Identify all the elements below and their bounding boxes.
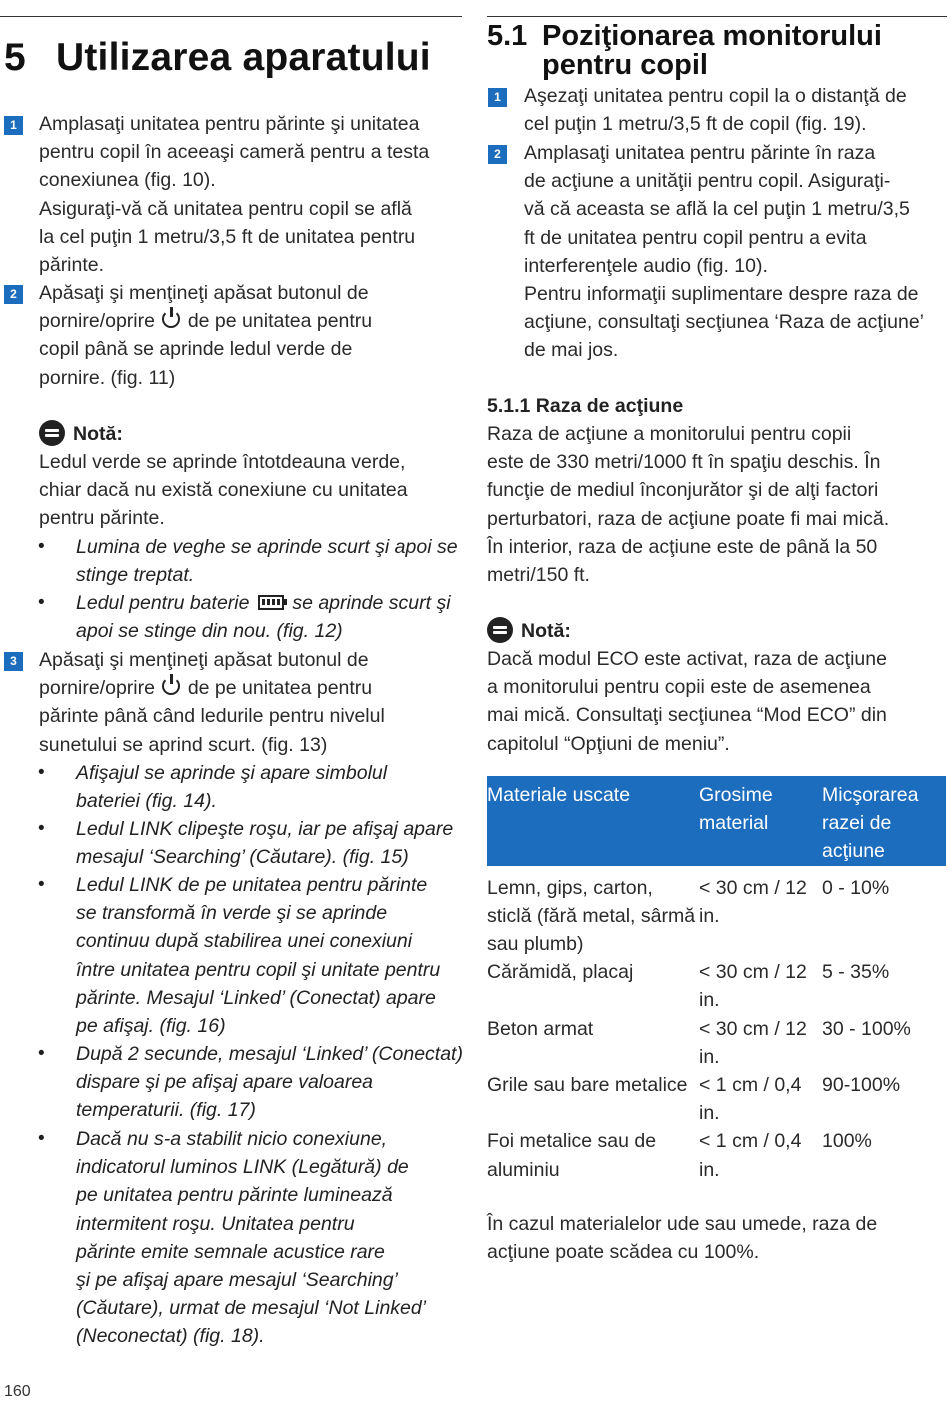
text-line: intermitent roşu. Unitatea pentru: [76, 1212, 355, 1235]
bullet5-text: [76, 871, 466, 1040]
table-header-cell: Materiale uscate: [487, 776, 699, 866]
text-line: După 2 secunde, mesajul ‘Linked’ (Conectat): [76, 1043, 463, 1065]
table-cell: Cărămidă, placaj: [487, 961, 634, 984]
step-badge-1: 1: [488, 88, 507, 107]
text-line: părinte până când ledurile pentru nivelul: [39, 705, 385, 728]
table-row: [487, 1071, 946, 1127]
step-badge-2: 2: [4, 285, 23, 304]
bullet4-text: [76, 815, 466, 871]
note-label: Notă:: [73, 423, 123, 445]
table-cell: 90-100%: [822, 1074, 901, 1097]
table-cell: 100%: [822, 1130, 872, 1153]
table-row: [487, 958, 946, 1014]
note-heading: [487, 617, 571, 645]
text-line: interferenţele audio (fig. 10).: [524, 254, 768, 277]
text-line: mai mică. Consultaţi secţiunea “Mod ECO” din: [487, 704, 887, 727]
text-line: apoi se stinge din nou. (fig. 12): [76, 620, 343, 643]
text-line: [39, 674, 464, 702]
section-title-line1: Poziţionarea monitorului: [542, 20, 882, 52]
top-rule: [487, 16, 947, 17]
table-header-cell: Grosime material: [699, 776, 822, 866]
table-cell: 30 - 100%: [822, 1017, 911, 1040]
text-span: Ledul pentru baterie: [76, 592, 250, 614]
text-line: temperaturii. (fig. 17): [76, 1099, 256, 1122]
text-line: ft de unitatea pentru copil pentru a evita: [524, 226, 867, 249]
text-line: Raza de acţiune a monitorului pentru copii: [487, 423, 852, 445]
text-line: În cazul materialelor ude sau umede, raza de: [487, 1213, 878, 1235]
text-line: continuu după stabilirea unei conexiuni: [76, 930, 413, 953]
table-cell: < 30 cm / 12 in.: [699, 1017, 807, 1068]
note2-text: [487, 645, 947, 758]
note-heading: [39, 420, 123, 448]
text-span: de pe unitatea pentru: [187, 677, 373, 700]
text-span: de pe unitatea pentru: [187, 310, 373, 333]
step-badge-3: 3: [4, 652, 23, 671]
text-line: şi pe afişaj apare mesajul ‘Searching’: [76, 1269, 398, 1292]
note1-text: [39, 448, 464, 533]
note-icon: [39, 420, 65, 446]
step1-text: [39, 110, 464, 279]
text-line: perturbatori, raza de acţiune poate fi mai mică.: [487, 507, 890, 530]
bullet-marker: •: [38, 1128, 45, 1149]
step3-text: [39, 646, 464, 759]
chapter-title-text: Utilizarea aparatului: [56, 36, 431, 79]
text-line: cel puţin 1 metru/3,5 ft de copil (fig. 19).: [524, 113, 867, 136]
materials-table: [487, 776, 946, 1184]
text-line: indicatorul luminos LINK (Legătură) de: [76, 1156, 409, 1179]
text-line: conexiunea (fig. 10).: [39, 169, 216, 192]
text-line: acţiune poate scădea cu 100%.: [487, 1241, 760, 1264]
text-line: În interior, raza de acţiune este de până la 50: [487, 535, 878, 558]
text-line: Amplasaţi unitatea pentru părinte şi unitatea: [39, 113, 420, 135]
bullet-marker: •: [38, 536, 45, 557]
bullet2-text: [76, 589, 466, 645]
table-row: [487, 1015, 946, 1071]
text-line: pe afişaj. (fig. 16): [76, 1015, 226, 1038]
text-line: pornire. (fig. 11): [39, 366, 176, 389]
text-line: Afişajul se aprinde şi apare simbolul: [76, 762, 388, 784]
text-line: chiar dacă nu există conexiune cu unitatea: [39, 479, 408, 502]
text-line: sunetului se aprind scurt. (fig. 13): [39, 733, 328, 756]
text-line: (Neconectat) (fig. 18).: [76, 1325, 265, 1348]
text-span: pornire/oprire: [39, 677, 155, 700]
bullet-marker: •: [38, 1043, 45, 1064]
table-cell: < 30 cm / 12 in.: [699, 876, 807, 927]
text-line: Amplasaţi unitatea pentru părinte în raza: [524, 142, 876, 164]
table-cell: Grile sau bare metalice: [487, 1074, 688, 1097]
text-line: pe unitatea pentru părinte luminează: [76, 1184, 393, 1207]
text-line: pentru părinte.: [39, 507, 165, 530]
text-line: vă că aceasta se află la cel puţin 1 metru/3,5: [524, 198, 910, 221]
text-line: este de 330 metri/1000 ft în spaţiu deschis. În: [487, 451, 881, 474]
position-step1-text: [524, 82, 949, 138]
top-rule: [0, 16, 462, 17]
bullet-marker: •: [38, 592, 45, 613]
bullet-marker: •: [38, 818, 45, 839]
section-number: 5.1: [487, 20, 528, 52]
text-line: Apăsaţi şi menţineţi apăsat butonul de: [39, 649, 369, 671]
text-line: părinte emite semnale acustice rare: [76, 1240, 385, 1263]
table-cell: < 30 cm / 12 in.: [699, 961, 807, 1012]
text-span: se aprinde scurt şi: [292, 592, 451, 614]
text-line: părinte. Mesajul ‘Linked’ (Conectat) apare: [76, 986, 436, 1009]
table-cell: 0 - 10%: [822, 876, 890, 899]
text-line: Aşezaţi unitatea pentru copil la o distanţă de: [524, 85, 907, 107]
position-step2-text: [524, 139, 949, 365]
power-icon: [162, 677, 180, 695]
text-line: a monitorului pentru copii este de asemenea: [487, 676, 871, 699]
text-line: capitolul “Opţiuni de meniu”.: [487, 732, 730, 755]
text-line: copil până se aprinde ledul verde de: [39, 338, 353, 361]
text-line: între unitatea pentru copil şi unitate pentru: [76, 958, 441, 981]
table-cell: < 1 cm / 0,4 in.: [699, 1130, 802, 1181]
table-cell: Beton armat: [487, 1017, 594, 1040]
text-line: Pentru informaţii suplimentare despre raza de: [524, 283, 919, 306]
text-line: Lumina de veghe se aprinde scurt şi apoi se: [76, 536, 458, 558]
text-line: Apăsaţi şi menţineţi apăsat butonul de: [39, 282, 369, 304]
bullet-marker: •: [38, 874, 45, 895]
text-line: Ledul LINK clipeşte roşu, iar pe afişaj apare: [76, 818, 454, 840]
text-line: pentru copil în aceeaşi cameră pentru a testa: [39, 141, 430, 164]
text-line: Dacă modul ECO este activat, raza de acţiune: [487, 648, 887, 670]
bullet1-text: [76, 533, 466, 589]
text-line: se transformă în verde şi se aprinde: [76, 902, 388, 925]
text-line: metri/150 ft.: [487, 564, 590, 587]
table-cell: Foi metalice sau de aluminiu: [487, 1130, 657, 1181]
table-header-row: [487, 776, 946, 866]
text-line: [39, 307, 464, 335]
text-line: Asiguraţi-vă că unitatea pentru copil se află: [39, 197, 412, 220]
text-line: [76, 589, 466, 617]
note-label: Notă:: [521, 620, 571, 642]
subsection-title: 5.1.1 Raza de acţiune: [487, 395, 684, 417]
chapter-title: [4, 36, 431, 80]
step-badge-1: 1: [4, 116, 23, 135]
table-cell: < 1 cm / 0,4 in.: [699, 1074, 802, 1125]
chapter-number: 5: [4, 36, 26, 79]
text-line: Ledul verde se aprinde întotdeauna verde,: [39, 451, 406, 473]
step-badge-2: 2: [488, 145, 507, 164]
text-line: Ledul LINK de pe unitatea pentru părinte: [76, 874, 428, 896]
table-header-cell: Micşorarea razei de acţiune: [822, 776, 946, 866]
step2-text: [39, 279, 464, 392]
text-line: de mai jos.: [524, 339, 619, 362]
footer-text: [487, 1210, 947, 1266]
section-title-line2: pentru copil: [542, 49, 708, 81]
text-line: stinge treptat.: [76, 564, 195, 587]
table-cell: Lemn, gips, carton, sticlă (fără metal, sârmă sau plumb): [487, 876, 696, 956]
bullet-marker: •: [38, 762, 45, 783]
page-number: 160: [4, 1383, 31, 1400]
text-line: mesajul ‘Searching’ (Căutare). (fig. 15): [76, 846, 409, 869]
text-line: la cel puţin 1 metru/3,5 ft de unitatea pentru: [39, 225, 416, 248]
table-row: [487, 866, 946, 959]
text-line: acţiune, consultaţi secţiunea ‘Raza de acţiune’: [524, 311, 924, 334]
text-line: bateriei (fig. 14).: [76, 790, 217, 813]
note-icon: [487, 617, 513, 643]
battery-icon: [258, 595, 284, 610]
table-cell: 5 - 35%: [822, 961, 890, 984]
bullet7-text: [76, 1125, 466, 1351]
table-row: [487, 1127, 946, 1183]
text-span: pornire/oprire: [39, 310, 155, 333]
bullet3-text: [76, 759, 466, 815]
bullet6-text: [76, 1040, 466, 1125]
section-title: [487, 22, 882, 80]
text-line: (Căutare), urmat de mesajul ‘Not Linked’: [76, 1297, 427, 1320]
power-icon: [162, 310, 180, 328]
range-text: [487, 420, 947, 589]
text-line: de acţiune a unităţii pentru copil. Asiguraţi-: [524, 170, 891, 193]
text-line: dispare şi pe afişaj apare valoarea: [76, 1071, 374, 1094]
text-line: Dacă nu s-a stabilit nicio conexiune,: [76, 1128, 388, 1150]
text-line: funcţie de mediul înconjurător şi de alţi factori: [487, 479, 879, 502]
text-line: părinte.: [39, 254, 105, 277]
